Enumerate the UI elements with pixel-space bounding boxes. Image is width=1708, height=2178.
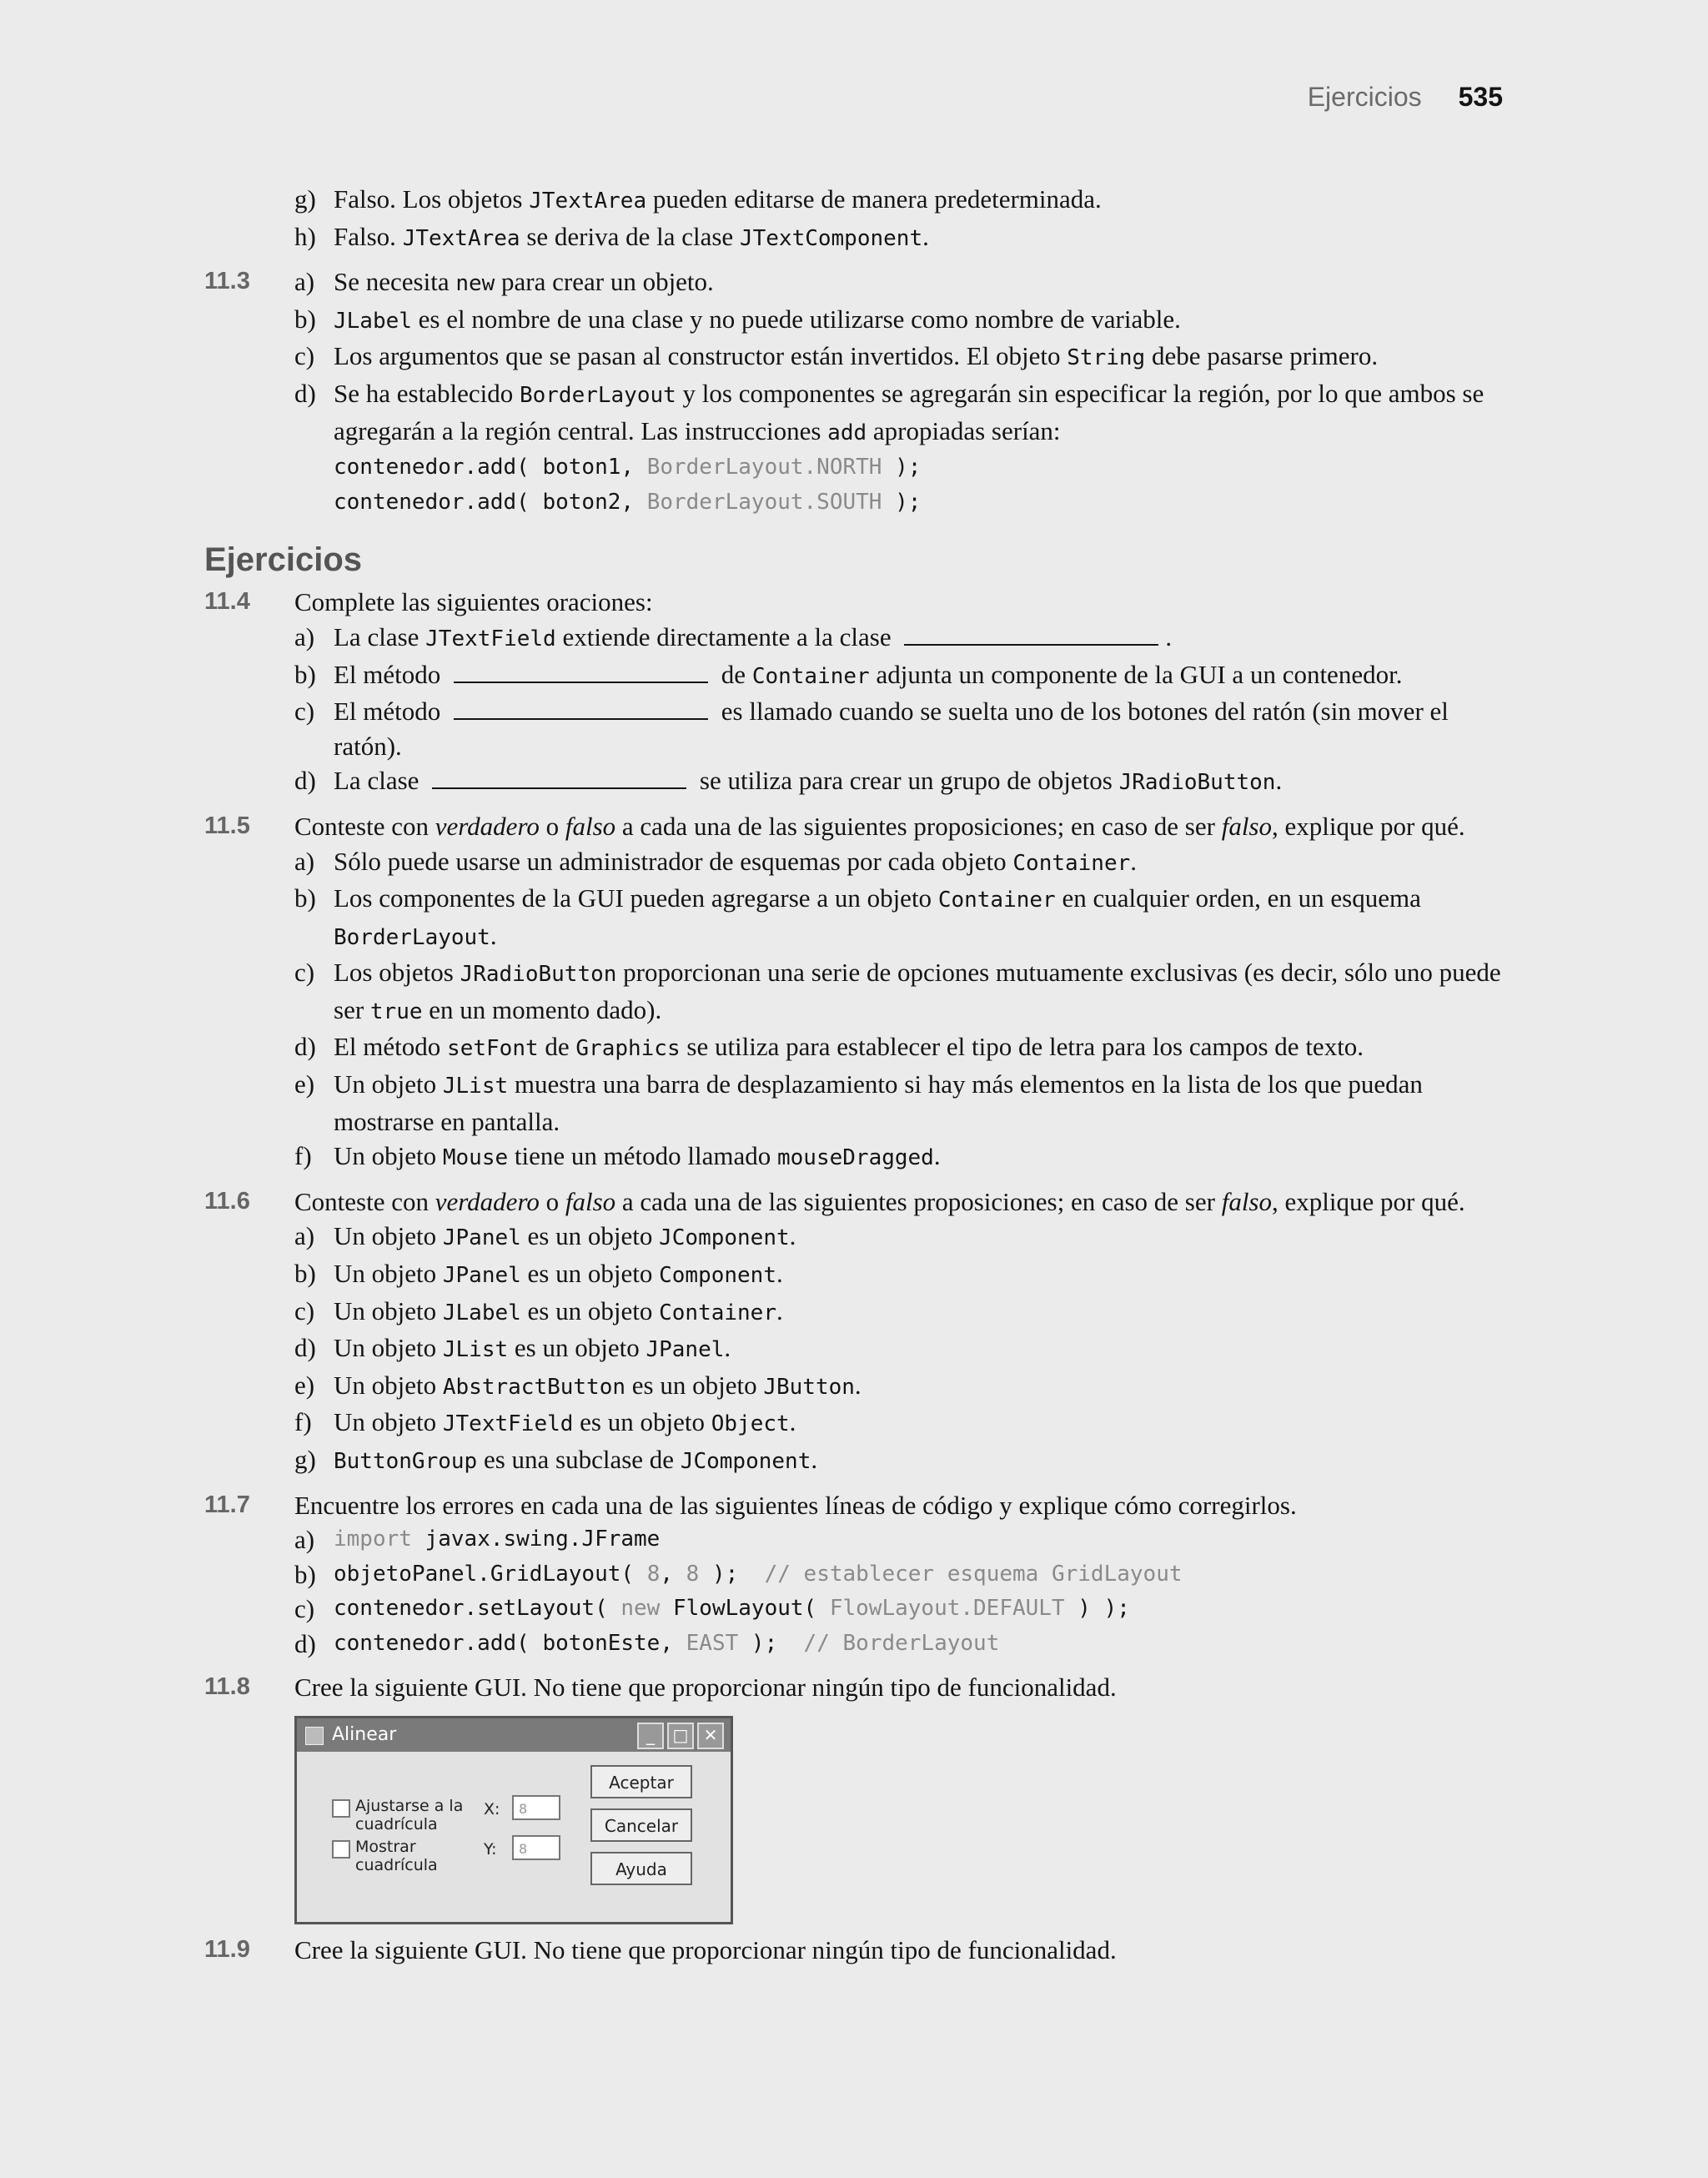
item-number: 11.6 [204, 1187, 250, 1215]
list-item: b) Un objeto JPanel es un objeto Component. [294, 1259, 783, 1289]
close-icon: ✕ [697, 1723, 724, 1749]
answer-11-3: 11.3 a) Se necesita new para crear un objeto. b) JLabel es el nombre de una clase y no puede utilizarse como nombre de variable. c) Los argumentos que se pasan al constructor están invertidos. El objeto String debe pasarse primero. d) Se ha establecido BorderLayout y los componentes se agregarán sin especificar la región, por lo que ambos se agregarán a la región central. Las instrucciones add apropiadas serían: contenedor.add( boton1, BorderLayout.NORTH ); contenedor.add( boton2, BorderLayout.SOUTH ); [204, 264, 1504, 520]
exercise-11-6: 11.6 Conteste con verdadero o falso a cada una de las siguientes proposiciones; en caso de ser falso, explique por qué. a) Un objeto JPanel es un objeto JComponent. b) Un objeto JPanel es un objeto Component. c) Un objeto JLabel es un objeto Container. d) Un objeto JList es un objeto JPanel. e) Un objeto AbstractButton es un objeto JButton. f) Un objeto JTextField es un objeto Object. g) ButtonGroup es una subclase de JComponent. [204, 1185, 1504, 1480]
list-item: g) ButtonGroup es una subclase de JComponent. [294, 1445, 818, 1474]
exercise-11-5: 11.5 Conteste con verdadero o falso a cada una de las siguientes proposiciones; en caso de ser falso, explique por qué. a) Sólo puede usarse un administrador de esquemas por cada objeto Container. b) Los componentes de la GUI pueden agregarse a un objeto Container en cualquier orden, en un esquema BorderLayout. c) Los objetos JRadioButton proporcionan una serie de opciones mutuamente exclusivas (es decir, sólo uno puede ser true en un momento dado). d) El método setFont de Graphics se utiliza para establecer el tipo de letra para los campos de texto. e) Un objeto JList muestra una barra de desplazamiento si hay más elementos en la lista de los que puedan mostrarse en pantalla. f) Un objeto Mouse tiene un método llamado mouseDragged. [204, 809, 1504, 1176]
window-title: Alinear [332, 1724, 397, 1746]
y-field: 8 [512, 1835, 560, 1860]
maximize-icon: □ [667, 1723, 694, 1749]
list-item: a) Un objeto JPanel es un objeto JComponent. [294, 1221, 796, 1251]
item-number: 11.3 [204, 268, 250, 295]
window-content [297, 1752, 731, 1922]
checkbox-snap-label: Ajustarse a la cuadrícula [355, 1797, 464, 1834]
page-content [204, 182, 1504, 1968]
answer-g: g) Falso. Los objetos JTextArea pueden editarse de manera predeterminada. [294, 184, 1102, 214]
list-item: f) Un objeto JTextField es un objeto Object. [294, 1407, 796, 1437]
section-heading: Ejercicios [204, 541, 363, 579]
list-item: e) Un objeto AbstractButton es un objeto JButton. [294, 1370, 862, 1400]
window-titlebar [297, 1718, 731, 1752]
x-field: 8 [512, 1795, 560, 1820]
list-item: c) Un objeto JLabel es un objeto Container. [294, 1295, 783, 1325]
running-head-section: Ejercicios [1307, 82, 1422, 112]
cancel-button: Cancelar [590, 1808, 692, 1842]
item-number: 11.8 [204, 1672, 250, 1700]
exercise-11-8: 11.8 Cree la siguiente GUI. No tiene que proporcionar ningún tipo de funcionalidad. Alinear _ □ ✕ Ajustarse a la cuadrícula Mostrar cuadrícula X: 8 Y: 8 Aceptar Cancelar Ayuda [204, 1670, 1504, 1934]
gui-window-screenshot [294, 1716, 733, 1924]
list-item: d) Un objeto JList es un objeto JPanel. [294, 1333, 731, 1363]
checkbox-snap [332, 1799, 350, 1818]
x-label: X: [484, 1800, 500, 1819]
answer-blank [904, 621, 1158, 646]
code-line: contenedor.add( boton2, BorderLayout.SOUTH ); [334, 489, 922, 515]
checkbox-show [332, 1840, 350, 1859]
item-number: 11.7 [204, 1491, 250, 1518]
answer-blank [454, 658, 708, 683]
y-label: Y: [484, 1840, 497, 1859]
answer-h: h) Falso. JTextArea se deriva de la clase JTextComponent. [294, 221, 929, 251]
exercise-11-4: 11.4 Complete las siguientes oraciones: a) La clase JTextField extiende directamente a la clase . b) El método de Container adjunta un componente de la GUI a un contenedor. c) El método es llamado cuando se suelta uno de los botones del ratón (sin mover el ratón). d) La clase se utiliza para crear un grupo de objetos JRadioButton. [204, 585, 1504, 801]
code-line: contenedor.add( boton1, BorderLayout.NORTH ); [334, 455, 922, 480]
help-button: Ayuda [590, 1852, 692, 1885]
minimize-icon: _ [637, 1723, 664, 1749]
item-number: 11.5 [204, 812, 250, 839]
checkbox-show-label: Mostrar cuadrícula [355, 1838, 438, 1875]
item-number: 11.4 [204, 588, 250, 616]
answer-blank [454, 695, 708, 720]
exercise-11-9: 11.9 Cree la siguiente GUI. No tiene que proporcionar ningún tipo de funcionalidad. [204, 1933, 1504, 1968]
item-number: 11.9 [204, 1936, 250, 1964]
page-number: 535 [1458, 82, 1503, 112]
accept-button: Aceptar [590, 1765, 692, 1798]
running-head [1308, 80, 1503, 115]
answers-continued [204, 182, 1504, 256]
exercise-11-7: 11.7 Encuentre los errores en cada una de las siguientes líneas de código y explique cómo corregirlos. a) import javax.swing.JFrame b) objetoPanel.GridLayout( 8, 8 ); // establecer esquema GridLayout c) contenedor.setLayout( new FlowLayout( FlowLayout.DEFAULT ) ); d) contenedor.add( botonEste, EAST ); // BorderLayout [204, 1488, 1504, 1662]
answer-blank [432, 764, 686, 789]
java-app-icon [305, 1727, 324, 1745]
